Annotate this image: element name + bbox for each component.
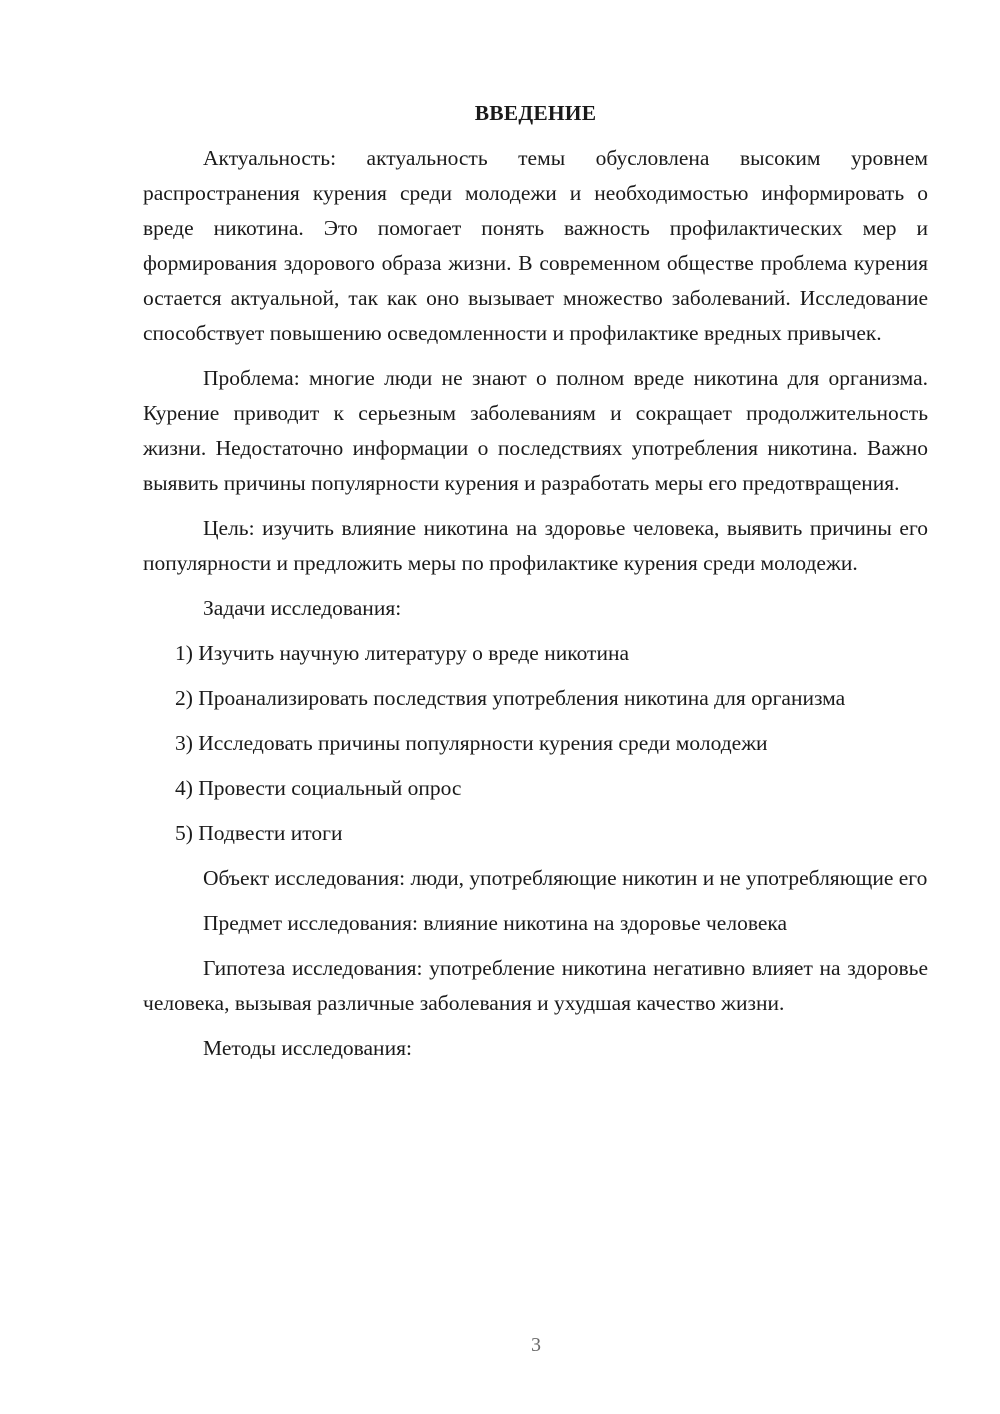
subject-paragraph: Предмет исследования: влияние никотина на здоровье человека <box>203 911 788 935</box>
page-title: ВВЕДЕНИЕ <box>474 101 597 125</box>
tasks-heading: Задачи исследования: <box>203 596 402 620</box>
task-item-5: 5) Подвести итоги <box>175 821 343 845</box>
page-number: 3 <box>531 1334 541 1356</box>
problem-paragraph: Проблема: многие люди не знают о полном вреде никотина для организма. Курение приводит к серьезным заболеваниям и сокращает продолжительность жизни. Недостаточно информации о последствиях употребления никотина. Важно выявить причины популярности курения и разработать меры его предотвращения. <box>143 366 928 495</box>
page-content <box>143 96 928 1076</box>
goal-paragraph: Цель: изучить влияние никотина на здоровье человека, выявить причины его популярности и предложить меры по профилактике курения среди молодежи. <box>143 516 928 575</box>
object-paragraph: Объект исследования: люди, употребляющие никотин и не употребляющие его <box>203 866 928 890</box>
task-item-3: 3) Исследовать причины популярности курения среди молодежи <box>175 731 768 755</box>
hypothesis-paragraph: Гипотеза исследования: употребление никотина негативно влияет на здоровье человека, вызывая различные заболевания и ухудшая качество жизни. <box>143 956 928 1015</box>
relevance-paragraph: Актуальность: актуальность темы обусловлена высоким уровнем распространения курения среди молодежи и необходимостью информировать о вреде никотина. Это помогает понять важность профилактических мер и формирования здорового образа жизни. В современном обществе проблема курения остается актуальной, так как оно вызывает множество заболеваний. Исследование способствует повышению осведомленности и профилактике вредных привычек. <box>143 146 928 345</box>
methods-heading: Методы исследования: <box>203 1036 412 1060</box>
task-item-1: 1) Изучить научную литературу о вреде никотина <box>175 641 629 665</box>
task-item-4: 4) Провести социальный опрос <box>175 776 462 800</box>
task-item-2: 2) Проанализировать последствия употребления никотина для организма <box>175 686 846 710</box>
